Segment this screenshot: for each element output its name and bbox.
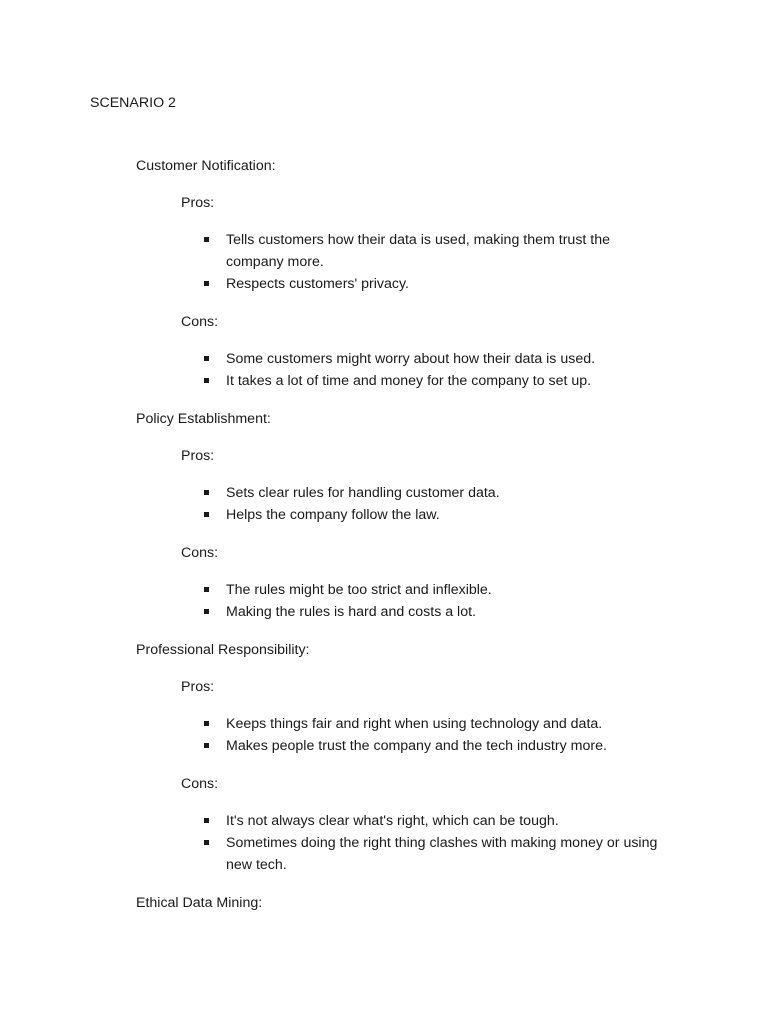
list-item bbox=[226, 370, 670, 392]
square-bullet-icon bbox=[204, 587, 209, 592]
list-item bbox=[226, 482, 670, 504]
list-item-text: Tells customers how their data is used, making them trust the company more. bbox=[226, 232, 611, 270]
list-item-text: Sometimes doing the right thing clashes with making money or using new tech. bbox=[226, 835, 658, 873]
cons-list bbox=[0, 348, 768, 392]
pros-list bbox=[0, 229, 768, 295]
square-bullet-icon bbox=[204, 490, 209, 495]
list-item bbox=[226, 601, 670, 623]
square-bullet-icon bbox=[204, 721, 209, 726]
list-item bbox=[226, 348, 670, 370]
list-item bbox=[226, 832, 670, 876]
section-heading: Policy Establishment: bbox=[136, 411, 271, 427]
square-bullet-icon bbox=[204, 743, 209, 748]
list-item bbox=[226, 229, 670, 273]
pros-list bbox=[0, 713, 768, 757]
pros-label: Pros: bbox=[181, 195, 215, 211]
square-bullet-icon bbox=[204, 818, 209, 823]
section-heading: Professional Responsibility: bbox=[136, 642, 310, 658]
list-item bbox=[226, 273, 670, 295]
section-heading: Customer Notification: bbox=[136, 158, 276, 174]
list-item-text: Making the rules is hard and costs a lot. bbox=[226, 604, 476, 620]
pros-label: Pros: bbox=[181, 448, 215, 464]
list-item bbox=[226, 713, 670, 735]
square-bullet-icon bbox=[204, 378, 209, 383]
section-professional-responsibility bbox=[0, 639, 768, 876]
document-title: SCENARIO 2 bbox=[90, 95, 176, 111]
cons-list bbox=[0, 810, 768, 876]
square-bullet-icon bbox=[204, 512, 209, 517]
document-body bbox=[0, 155, 768, 929]
square-bullet-icon bbox=[204, 840, 209, 845]
list-item bbox=[226, 810, 670, 832]
list-item-text: Respects customers' privacy. bbox=[226, 276, 409, 292]
section-policy-establishment bbox=[0, 408, 768, 623]
square-bullet-icon bbox=[204, 281, 209, 286]
list-item-text: Helps the company follow the law. bbox=[226, 507, 440, 523]
cons-label: Cons: bbox=[181, 776, 219, 792]
list-item bbox=[226, 504, 670, 526]
list-item-text: The rules might be too strict and inflexible. bbox=[226, 582, 492, 598]
list-item-text: Keeps things fair and right when using technology and data. bbox=[226, 716, 603, 732]
square-bullet-icon bbox=[204, 609, 209, 614]
list-item-text: It takes a lot of time and money for the company to set up. bbox=[226, 373, 592, 389]
pros-label: Pros: bbox=[181, 679, 215, 695]
cons-label: Cons: bbox=[181, 545, 219, 561]
list-item-text: Makes people trust the company and the tech industry more. bbox=[226, 738, 607, 754]
cons-list bbox=[0, 579, 768, 623]
cons-label: Cons: bbox=[181, 314, 219, 330]
list-item-text: Sets clear rules for handling customer data. bbox=[226, 485, 500, 501]
list-item bbox=[226, 735, 670, 757]
section-heading: Ethical Data Mining: bbox=[136, 895, 263, 911]
square-bullet-icon bbox=[204, 356, 209, 361]
list-item-text: Some customers might worry about how their data is used. bbox=[226, 351, 596, 367]
square-bullet-icon bbox=[204, 237, 209, 242]
section-customer-notification bbox=[0, 155, 768, 392]
list-item-text: It's not always clear what's right, which can be tough. bbox=[226, 813, 559, 829]
list-item bbox=[226, 579, 670, 601]
section-ethical-data-mining bbox=[0, 892, 768, 914]
pros-list bbox=[0, 482, 768, 526]
